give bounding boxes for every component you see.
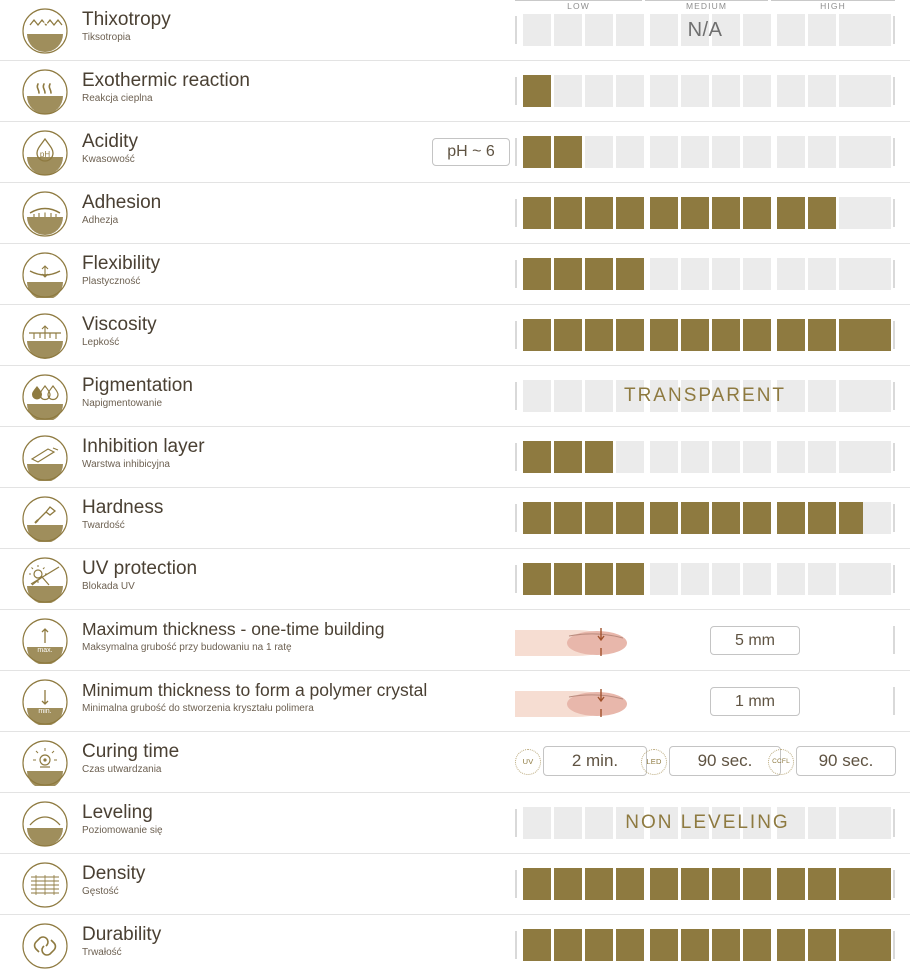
min-thickness-value: 1 mm	[710, 687, 800, 716]
svg-text:max.: max.	[37, 647, 53, 654]
curing-time-ccfl	[768, 746, 898, 776]
leveling-icon	[22, 801, 68, 847]
meter-cell	[808, 136, 836, 168]
row-title: Density	[82, 863, 146, 884]
svg-text:pH: pH	[39, 150, 51, 159]
meter-cell	[681, 197, 709, 229]
meter-cell	[863, 197, 891, 229]
row-subtitle: Kwasowość	[82, 154, 135, 165]
curing-time-led	[641, 746, 789, 776]
scale-label-medium: MEDIUM	[645, 0, 768, 13]
meter	[515, 136, 895, 168]
row-labels	[82, 435, 502, 471]
meter-cell	[523, 319, 551, 351]
row-labels	[82, 557, 502, 593]
meter-cell	[523, 929, 551, 961]
row-labels	[82, 374, 502, 410]
meter-cap-left	[515, 199, 517, 227]
meter-cell	[681, 319, 709, 351]
meter-cell	[554, 929, 582, 961]
durability-icon	[22, 923, 68, 969]
meter-cell	[863, 136, 891, 168]
meter-cell	[616, 563, 644, 595]
row-title: Adhesion	[82, 192, 162, 213]
meter-cell	[777, 136, 805, 168]
meter-cap-right	[893, 138, 895, 166]
meter-cell	[712, 75, 740, 107]
row-subtitle: Lepkość	[82, 337, 120, 348]
meter-cell	[777, 441, 805, 473]
meter-cap-left	[515, 504, 517, 532]
meter-cell	[863, 868, 891, 900]
meter-cell	[777, 319, 805, 351]
row-title: UV protection	[82, 558, 198, 579]
meter-cell	[523, 14, 551, 46]
meter-cell	[777, 258, 805, 290]
row-subtitle: Tiksotropia	[82, 32, 131, 43]
meter-cell	[523, 868, 551, 900]
row-labels	[82, 69, 502, 105]
meter	[515, 868, 895, 900]
row-labels	[82, 923, 502, 959]
meter-cell	[616, 136, 644, 168]
table-row	[0, 61, 910, 122]
meter-cell	[650, 197, 678, 229]
meter-cell	[808, 441, 836, 473]
meter-cell	[616, 441, 644, 473]
table-row	[0, 549, 910, 610]
meter	[515, 807, 895, 839]
row-title: Pigmentation	[82, 375, 193, 396]
meter-cell	[743, 197, 771, 229]
inhibition-layer-icon	[22, 435, 68, 481]
meter-cap-right	[893, 260, 895, 288]
curing-time-icon	[22, 740, 68, 786]
meter-cap-right	[893, 504, 895, 532]
meter-cell	[585, 563, 613, 595]
row-title: Curing time	[82, 741, 180, 762]
meter-cap-left	[515, 382, 517, 410]
meter-cell	[616, 75, 644, 107]
meter	[515, 75, 895, 107]
meter-cell	[777, 868, 805, 900]
meter-cell	[863, 75, 891, 107]
meter-cell	[681, 75, 709, 107]
meter-cell	[777, 563, 805, 595]
table-row	[0, 793, 910, 854]
meter-cell	[681, 868, 709, 900]
uv-time-value: 2 min.	[543, 746, 647, 776]
meter-cell	[523, 441, 551, 473]
meter-cell	[863, 807, 891, 839]
meter-cell	[585, 319, 613, 351]
meter-cap-right	[893, 199, 895, 227]
meter-cell	[681, 441, 709, 473]
meter-cap-right	[893, 16, 895, 44]
meter-cell	[712, 258, 740, 290]
table-row	[0, 732, 910, 793]
meter-cell	[743, 75, 771, 107]
meter-cell	[554, 563, 582, 595]
finger-illustration-max	[515, 616, 665, 664]
meter-cap-right	[893, 809, 895, 837]
row-labels	[82, 8, 502, 44]
meter-cell	[681, 502, 709, 534]
meter-cell	[585, 441, 613, 473]
meter-cell	[863, 502, 891, 534]
meter	[515, 197, 895, 229]
meter	[515, 14, 895, 46]
row-labels	[82, 252, 502, 288]
adhesion-icon	[22, 191, 68, 237]
meter-cell	[712, 197, 740, 229]
meter-cell	[554, 197, 582, 229]
row-labels	[82, 740, 502, 776]
meter-cap-left	[515, 443, 517, 471]
meter-cell	[808, 319, 836, 351]
row-title: Viscosity	[82, 314, 157, 335]
row-title: Acidity	[82, 131, 138, 152]
meter-cap-left	[515, 931, 517, 959]
table-row	[0, 122, 910, 183]
meter-cell	[863, 563, 891, 595]
row-labels	[82, 679, 502, 715]
acidity-icon	[22, 130, 68, 176]
meter-cell	[863, 319, 891, 351]
meter-cell	[808, 563, 836, 595]
meter-cell	[523, 75, 551, 107]
flexibility-icon	[22, 252, 68, 298]
meter	[515, 258, 895, 290]
meter-cell	[650, 868, 678, 900]
scale-label-low: LOW	[515, 0, 642, 13]
meter-cap-right	[893, 321, 895, 349]
meter-cell	[554, 319, 582, 351]
max-thickness-value: 5 mm	[710, 626, 800, 655]
table-row	[0, 610, 910, 671]
table-row	[0, 427, 910, 488]
meter-cell	[554, 136, 582, 168]
table-row	[0, 366, 910, 427]
meter-cell	[712, 929, 740, 961]
row-title: Flexibility	[82, 253, 161, 274]
meter-cap-right	[893, 382, 895, 410]
meter-cell	[616, 868, 644, 900]
table-row	[0, 305, 910, 366]
meter-cell	[523, 197, 551, 229]
meter-cell	[650, 563, 678, 595]
meter-cell	[554, 380, 582, 412]
row-subtitle: Napigmentowanie	[82, 398, 163, 409]
curing-time-uv	[515, 746, 655, 776]
meter-cell	[863, 441, 891, 473]
row-title: Exothermic reaction	[82, 70, 250, 91]
meter-cell	[712, 563, 740, 595]
ph-value-pill: pH ~ 6	[432, 138, 510, 166]
meter-cell	[777, 75, 805, 107]
ccfl-lamp-badge: CCFL	[768, 749, 794, 775]
row-subtitle: Warstwa inhibicyjna	[82, 459, 170, 470]
meter-cap-right	[893, 687, 895, 715]
row-subtitle: Plastyczność	[82, 276, 141, 287]
meter-cap-left	[515, 321, 517, 349]
table-row	[0, 183, 910, 244]
meter-overlay-label: N/A	[687, 19, 723, 41]
density-icon	[22, 862, 68, 908]
meter-cell	[523, 807, 551, 839]
meter-cell	[616, 258, 644, 290]
meter-cell	[650, 136, 678, 168]
row-labels	[82, 191, 502, 227]
meter-cell	[808, 75, 836, 107]
meter-cell	[554, 75, 582, 107]
row-subtitle: Reakcja cieplna	[82, 93, 153, 104]
meter-cell	[777, 929, 805, 961]
meter-overlay-label: TRANSPARENT	[623, 385, 787, 406]
row-subtitle: Trwałość	[82, 947, 122, 958]
meter-cell	[863, 380, 891, 412]
meter	[515, 319, 895, 351]
meter-cell	[616, 319, 644, 351]
meter-cell	[650, 75, 678, 107]
row-subtitle: Maksymalna grubość przy budowaniu na 1 ratę	[82, 642, 292, 653]
meter	[515, 563, 895, 595]
meter-cell	[712, 319, 740, 351]
row-labels	[82, 313, 502, 349]
meter-cell	[681, 929, 709, 961]
meter-cap-right	[893, 565, 895, 593]
table-row	[0, 244, 910, 305]
meter-cell	[808, 502, 836, 534]
meter-cell	[808, 14, 836, 46]
meter-cell	[650, 929, 678, 961]
meter-cap-left	[515, 565, 517, 593]
meter	[515, 441, 895, 473]
meter-cap-right	[893, 77, 895, 105]
meter-cell	[616, 502, 644, 534]
meter-cell	[681, 563, 709, 595]
meter	[515, 380, 895, 412]
meter-cell	[681, 136, 709, 168]
uv-lamp-badge: UV	[515, 749, 541, 775]
meter-cap-left	[515, 260, 517, 288]
meter-cell	[523, 136, 551, 168]
meter-cell	[554, 502, 582, 534]
meter-cell	[554, 868, 582, 900]
meter-cell	[808, 197, 836, 229]
row-subtitle: Poziomowanie się	[82, 825, 163, 836]
thixotropy-icon	[22, 8, 68, 54]
meter-cell	[808, 868, 836, 900]
meter-cell	[523, 258, 551, 290]
meter	[515, 929, 895, 961]
table-row	[0, 488, 910, 549]
meter-cap-left	[515, 138, 517, 166]
meter-cell	[650, 258, 678, 290]
meter-cap-right	[893, 870, 895, 898]
meter-cell	[585, 502, 613, 534]
table-row	[0, 0, 910, 61]
meter-cell	[681, 258, 709, 290]
meter-cell	[616, 929, 644, 961]
row-subtitle: Adhezja	[82, 215, 119, 226]
meter-cell	[743, 258, 771, 290]
row-labels	[82, 862, 502, 898]
meter-cell	[712, 441, 740, 473]
table-row	[0, 854, 910, 915]
meter-cell	[585, 868, 613, 900]
meter-cell	[650, 502, 678, 534]
meter-overlay-label: NON LEVELING	[625, 812, 790, 833]
pigmentation-icon	[22, 374, 68, 420]
meter-cell	[743, 319, 771, 351]
row-title: Durability	[82, 924, 162, 945]
meter-cell	[777, 197, 805, 229]
led-time-value: 90 sec.	[669, 746, 781, 776]
meter-cell	[743, 136, 771, 168]
finger-illustration-min	[515, 677, 665, 725]
meter-cell	[523, 380, 551, 412]
meter-cell	[777, 502, 805, 534]
meter-cell	[554, 807, 582, 839]
meter-cap-right	[893, 626, 895, 654]
meter-cell	[743, 563, 771, 595]
meter-cell	[523, 502, 551, 534]
meter-cell	[777, 14, 805, 46]
meter-cell	[743, 868, 771, 900]
meter-cell	[650, 319, 678, 351]
meter-cell	[712, 502, 740, 534]
meter-cell	[554, 441, 582, 473]
meter-cell	[743, 502, 771, 534]
meter-cell	[585, 197, 613, 229]
meter	[515, 502, 895, 534]
row-title: Leveling	[82, 802, 153, 823]
meter-cell	[523, 563, 551, 595]
meter-cell	[863, 929, 891, 961]
hardness-icon	[22, 496, 68, 542]
meter-cell	[808, 258, 836, 290]
scale-label-high: HIGH	[771, 0, 895, 13]
led-lamp-badge: LED	[641, 749, 667, 775]
meter-cell	[585, 929, 613, 961]
meter-cap-left	[515, 77, 517, 105]
row-title: Inhibition layer	[82, 436, 205, 457]
meter-cell	[808, 929, 836, 961]
meter-cell	[712, 868, 740, 900]
meter-cell	[585, 75, 613, 107]
table-row	[0, 671, 910, 732]
meter-cap-left	[515, 16, 517, 44]
meter-cell	[616, 197, 644, 229]
meter-cell	[650, 441, 678, 473]
row-title: Minimum thickness to form a polymer crystal	[82, 680, 428, 700]
row-title: Thixotropy	[82, 9, 171, 30]
meter-cell	[863, 14, 891, 46]
svg-text:min.: min.	[38, 708, 52, 715]
meter-cell	[863, 258, 891, 290]
meter-cell	[554, 258, 582, 290]
min-thickness-icon	[22, 679, 68, 725]
uv-protection-icon	[22, 557, 68, 603]
row-subtitle: Czas utwardzania	[82, 764, 162, 775]
meter-cap-left	[515, 809, 517, 837]
max-thickness-icon	[22, 618, 68, 664]
exothermic-reaction-icon	[22, 69, 68, 115]
meter-cell	[585, 14, 613, 46]
row-subtitle: Gęstość	[82, 886, 119, 897]
meter-cell	[554, 14, 582, 46]
viscosity-icon	[22, 313, 68, 359]
row-labels	[82, 801, 502, 837]
meter-cap-right	[893, 443, 895, 471]
meter-cell	[585, 258, 613, 290]
table-row	[0, 915, 910, 961]
meter-cell	[743, 929, 771, 961]
row-subtitle: Minimalna grubość do stworzenia kryształu polimera	[82, 703, 314, 714]
row-labels	[82, 496, 502, 532]
row-title: Hardness	[82, 497, 164, 518]
row-labels	[82, 618, 502, 654]
row-subtitle: Twardość	[82, 520, 125, 531]
meter-cap-left	[515, 870, 517, 898]
meter-cell	[712, 136, 740, 168]
meter-cell	[743, 441, 771, 473]
ccfl-time-value: 90 sec.	[796, 746, 896, 776]
meter-cap-right	[893, 931, 895, 959]
row-title: Maximum thickness - one-time building	[82, 619, 385, 639]
row-subtitle: Blokada UV	[82, 581, 135, 592]
meter-cell	[585, 136, 613, 168]
